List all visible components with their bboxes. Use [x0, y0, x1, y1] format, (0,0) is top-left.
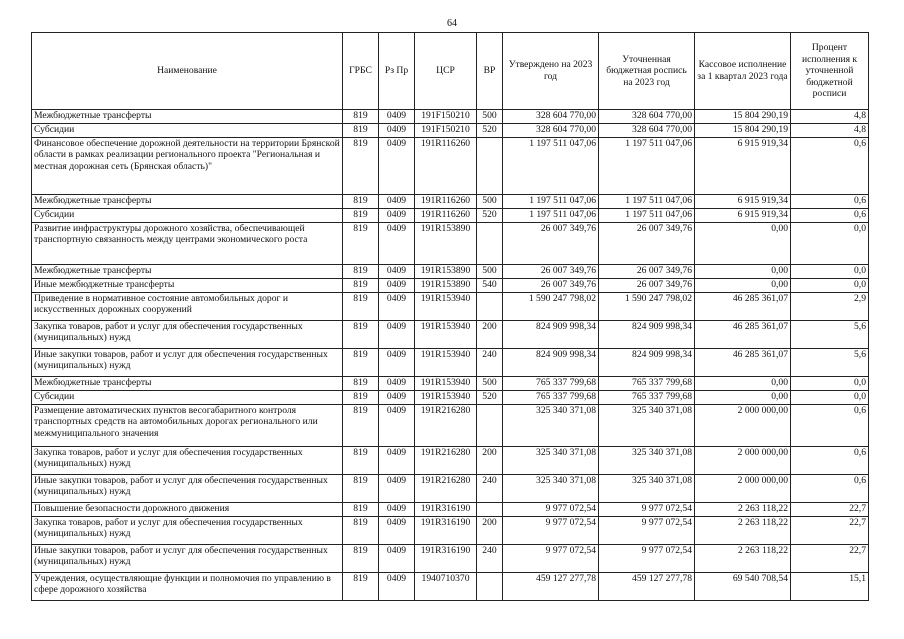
cell-percent: 0,6	[791, 209, 869, 223]
cell-grbs: 819	[343, 124, 379, 138]
cell-csr: 191F150210	[415, 110, 477, 124]
cell-csr: 191R216280	[415, 475, 477, 503]
table-row	[32, 517, 869, 545]
cell-rzpr: 0409	[379, 293, 415, 321]
cell-name: Субсидии	[32, 209, 343, 223]
cell-grbs: 819	[343, 503, 379, 517]
cell-cash: 46 285 361,07	[695, 293, 791, 321]
cell-cash: 6 915 919,34	[695, 209, 791, 223]
cell-percent: 0,6	[791, 405, 869, 447]
cell-name: Приведение в нормативное состояние автомобильных дорог и искусственных дорожных сооружений	[32, 293, 343, 321]
cell-rzpr: 0409	[379, 321, 415, 349]
cell-csr: 191R153940	[415, 349, 477, 377]
cell-approved: 328 604 770,00	[503, 110, 599, 124]
cell-refined: 325 340 371,08	[599, 447, 695, 475]
cell-vr: 240	[477, 349, 503, 377]
cell-approved: 325 340 371,08	[503, 405, 599, 447]
cell-percent: 0,6	[791, 475, 869, 503]
cell-vr: 520	[477, 391, 503, 405]
cell-percent: 0,0	[791, 223, 869, 265]
table-row	[32, 124, 869, 138]
cell-csr: 191R153940	[415, 293, 477, 321]
cell-rzpr: 0409	[379, 405, 415, 447]
table-row	[32, 138, 869, 195]
cell-vr	[477, 573, 503, 601]
cell-csr: 191R316190	[415, 545, 477, 573]
header-refined: Уточненная бюджетная роспись на 2023 год	[599, 33, 695, 110]
table-header	[32, 33, 869, 110]
cell-vr: 520	[477, 124, 503, 138]
cell-approved: 765 337 799,68	[503, 391, 599, 405]
cell-percent: 22,7	[791, 545, 869, 573]
table-row	[32, 391, 869, 405]
cell-approved: 26 007 349,76	[503, 279, 599, 293]
cell-csr: 191R216280	[415, 447, 477, 475]
cell-grbs: 819	[343, 573, 379, 601]
cell-refined: 325 340 371,08	[599, 405, 695, 447]
cell-cash: 2 000 000,00	[695, 447, 791, 475]
cell-vr: 200	[477, 517, 503, 545]
table-row	[32, 475, 869, 503]
header-csr: ЦСР	[415, 33, 477, 110]
cell-name: Субсидии	[32, 391, 343, 405]
cell-refined: 459 127 277,78	[599, 573, 695, 601]
cell-grbs: 819	[343, 475, 379, 503]
cell-cash: 46 285 361,07	[695, 321, 791, 349]
cell-vr: 500	[477, 110, 503, 124]
table-row	[32, 279, 869, 293]
cell-name: Закупка товаров, работ и услуг для обеспечения государственных (муниципальных) нужд	[32, 321, 343, 349]
cell-percent: 0,6	[791, 138, 869, 195]
cell-approved: 325 340 371,08	[503, 475, 599, 503]
cell-approved: 1 197 511 047,06	[503, 209, 599, 223]
cell-approved: 1 197 511 047,06	[503, 138, 599, 195]
cell-vr: 500	[477, 377, 503, 391]
cell-percent: 0,0	[791, 377, 869, 391]
header-percent: Процент исполнения к уточненной бюджетной росписи	[791, 33, 869, 110]
cell-csr: 191F150210	[415, 124, 477, 138]
cell-refined: 824 909 998,34	[599, 349, 695, 377]
cell-vr: 240	[477, 475, 503, 503]
cell-name: Иные закупки товаров, работ и услуг для обеспечения государственных (муниципальных) нужд	[32, 545, 343, 573]
cell-name: Закупка товаров, работ и услуг для обеспечения государственных (муниципальных) нужд	[32, 517, 343, 545]
cell-percent: 22,7	[791, 517, 869, 545]
table-row	[32, 573, 869, 601]
cell-cash: 0,00	[695, 223, 791, 265]
cell-csr: 191R153940	[415, 391, 477, 405]
cell-approved: 1 590 247 798,02	[503, 293, 599, 321]
cell-csr: 1940710370	[415, 573, 477, 601]
cell-cash: 6 915 919,34	[695, 195, 791, 209]
cell-grbs: 819	[343, 195, 379, 209]
cell-refined: 1 197 511 047,06	[599, 209, 695, 223]
cell-cash: 15 804 290,19	[695, 110, 791, 124]
cell-vr	[477, 405, 503, 447]
cell-grbs: 819	[343, 265, 379, 279]
cell-name: Иные закупки товаров, работ и услуг для обеспечения государственных (муниципальных) нужд	[32, 475, 343, 503]
cell-approved: 824 909 998,34	[503, 349, 599, 377]
cell-percent: 22,7	[791, 503, 869, 517]
cell-grbs: 819	[343, 517, 379, 545]
cell-cash: 2 263 118,22	[695, 517, 791, 545]
cell-name: Иные межбюджетные трансферты	[32, 279, 343, 293]
cell-approved: 9 977 072,54	[503, 503, 599, 517]
cell-vr: 200	[477, 447, 503, 475]
cell-grbs: 819	[343, 293, 379, 321]
cell-vr	[477, 503, 503, 517]
cell-approved: 26 007 349,76	[503, 265, 599, 279]
cell-percent: 0,6	[791, 447, 869, 475]
cell-rzpr: 0409	[379, 545, 415, 573]
cell-rzpr: 0409	[379, 124, 415, 138]
cell-name: Развитие инфраструктуры дорожного хозяйства, обеспечивающей транспортную связанность между центрами экономического роста	[32, 223, 343, 265]
cell-refined: 1 197 511 047,06	[599, 195, 695, 209]
cell-csr: 191R153890	[415, 265, 477, 279]
header-approved: Утверждено на 2023 год	[503, 33, 599, 110]
table-row	[32, 545, 869, 573]
cell-csr: 191R316190	[415, 517, 477, 545]
cell-vr: 200	[477, 321, 503, 349]
cell-rzpr: 0409	[379, 517, 415, 545]
cell-rzpr: 0409	[379, 447, 415, 475]
cell-name: Иные закупки товаров, работ и услуг для обеспечения государственных (муниципальных) нужд	[32, 349, 343, 377]
cell-csr: 191R116260	[415, 209, 477, 223]
table-row	[32, 405, 869, 447]
cell-rzpr: 0409	[379, 391, 415, 405]
cell-refined: 9 977 072,54	[599, 503, 695, 517]
cell-name: Учреждения, осуществляющие функции и полномочия по управлению в сфере дорожного хозяйства	[32, 573, 343, 601]
cell-rzpr: 0409	[379, 279, 415, 293]
cell-grbs: 819	[343, 279, 379, 293]
cell-grbs: 819	[343, 405, 379, 447]
cell-percent: 15,1	[791, 573, 869, 601]
cell-name: Повышение безопасности дорожного движения	[32, 503, 343, 517]
cell-cash: 15 804 290,19	[695, 124, 791, 138]
cell-percent: 5,6	[791, 321, 869, 349]
cell-refined: 1 197 511 047,06	[599, 138, 695, 195]
cell-percent: 4,8	[791, 110, 869, 124]
cell-cash: 2 263 118,22	[695, 503, 791, 517]
cell-cash: 0,00	[695, 265, 791, 279]
cell-percent: 0,6	[791, 195, 869, 209]
header-name: Наименование	[32, 33, 343, 110]
cell-refined: 328 604 770,00	[599, 110, 695, 124]
header-cash: Кассовое исполнение за 1 квартал 2023 года	[695, 33, 791, 110]
table-row	[32, 265, 869, 279]
cell-name: Субсидии	[32, 124, 343, 138]
table-row	[32, 195, 869, 209]
cell-rzpr: 0409	[379, 349, 415, 377]
cell-grbs: 819	[343, 377, 379, 391]
cell-rzpr: 0409	[379, 573, 415, 601]
cell-rzpr: 0409	[379, 265, 415, 279]
cell-grbs: 819	[343, 110, 379, 124]
cell-csr: 191R153940	[415, 377, 477, 391]
cell-approved: 26 007 349,76	[503, 223, 599, 265]
cell-grbs: 819	[343, 321, 379, 349]
cell-approved: 9 977 072,54	[503, 517, 599, 545]
budget-table	[31, 32, 869, 601]
cell-cash: 2 000 000,00	[695, 475, 791, 503]
table-row	[32, 377, 869, 391]
cell-name: Межбюджетные трансферты	[32, 110, 343, 124]
cell-cash: 2 000 000,00	[695, 405, 791, 447]
table-row	[32, 349, 869, 377]
cell-csr: 191R153940	[415, 321, 477, 349]
cell-grbs: 819	[343, 349, 379, 377]
cell-cash: 0,00	[695, 279, 791, 293]
header-rzpr: Рз Пр	[379, 33, 415, 110]
cell-approved: 1 197 511 047,06	[503, 195, 599, 209]
cell-csr: 191R116260	[415, 195, 477, 209]
cell-grbs: 819	[343, 209, 379, 223]
cell-approved: 9 977 072,54	[503, 545, 599, 573]
cell-cash: 69 540 708,54	[695, 573, 791, 601]
cell-approved: 765 337 799,68	[503, 377, 599, 391]
cell-cash: 46 285 361,07	[695, 349, 791, 377]
cell-vr: 540	[477, 279, 503, 293]
cell-vr: 500	[477, 195, 503, 209]
cell-name: Межбюджетные трансферты	[32, 265, 343, 279]
cell-rzpr: 0409	[379, 503, 415, 517]
cell-percent: 0,0	[791, 279, 869, 293]
cell-refined: 26 007 349,76	[599, 223, 695, 265]
cell-vr: 240	[477, 545, 503, 573]
cell-cash: 6 915 919,34	[695, 138, 791, 195]
header-vr: ВР	[477, 33, 503, 110]
cell-approved: 459 127 277,78	[503, 573, 599, 601]
cell-vr: 500	[477, 265, 503, 279]
table-row	[32, 447, 869, 475]
table-body	[32, 110, 869, 601]
cell-vr	[477, 223, 503, 265]
table-row	[32, 293, 869, 321]
cell-rzpr: 0409	[379, 138, 415, 195]
cell-approved: 325 340 371,08	[503, 447, 599, 475]
cell-grbs: 819	[343, 391, 379, 405]
cell-percent: 5,6	[791, 349, 869, 377]
cell-approved: 328 604 770,00	[503, 124, 599, 138]
cell-percent: 0,0	[791, 391, 869, 405]
cell-name: Размещение автоматических пунктов весогабаритного контроля транспортных средств на автомобильных дорогах регионального или межмуниципального значения	[32, 405, 343, 447]
cell-rzpr: 0409	[379, 110, 415, 124]
cell-grbs: 819	[343, 447, 379, 475]
cell-name: Закупка товаров, работ и услуг для обеспечения государственных (муниципальных) нужд	[32, 447, 343, 475]
cell-refined: 325 340 371,08	[599, 475, 695, 503]
cell-percent: 4,8	[791, 124, 869, 138]
cell-grbs: 819	[343, 138, 379, 195]
cell-rzpr: 0409	[379, 377, 415, 391]
table-row	[32, 503, 869, 517]
cell-refined: 26 007 349,76	[599, 265, 695, 279]
cell-rzpr: 0409	[379, 209, 415, 223]
cell-refined: 765 337 799,68	[599, 377, 695, 391]
table-row	[32, 223, 869, 265]
cell-rzpr: 0409	[379, 195, 415, 209]
cell-name: Межбюджетные трансферты	[32, 377, 343, 391]
cell-vr: 520	[477, 209, 503, 223]
table-row	[32, 110, 869, 124]
cell-csr: 191R316190	[415, 503, 477, 517]
cell-csr: 191R116260	[415, 138, 477, 195]
cell-csr: 191R153890	[415, 279, 477, 293]
cell-grbs: 819	[343, 223, 379, 265]
cell-csr: 191R153890	[415, 223, 477, 265]
cell-refined: 9 977 072,54	[599, 517, 695, 545]
page-number: 64	[447, 18, 457, 29]
cell-vr	[477, 293, 503, 321]
cell-approved: 824 909 998,34	[503, 321, 599, 349]
cell-cash: 2 263 118,22	[695, 545, 791, 573]
cell-grbs: 819	[343, 545, 379, 573]
cell-cash: 0,00	[695, 377, 791, 391]
cell-percent: 2,9	[791, 293, 869, 321]
cell-vr	[477, 138, 503, 195]
table-row	[32, 321, 869, 349]
table-row	[32, 209, 869, 223]
header-grbs: ГРБС	[343, 33, 379, 110]
cell-name: Финансовое обеспечение дорожной деятельности на территории Брянской области в рамках реализации регионального проекта "Региональная и местная дорожная сеть (Брянская область)"	[32, 138, 343, 195]
cell-cash: 0,00	[695, 391, 791, 405]
cell-percent: 0,0	[791, 265, 869, 279]
cell-refined: 26 007 349,76	[599, 279, 695, 293]
cell-csr: 191R216280	[415, 405, 477, 447]
cell-rzpr: 0409	[379, 475, 415, 503]
cell-name: Межбюджетные трансферты	[32, 195, 343, 209]
cell-refined: 1 590 247 798,02	[599, 293, 695, 321]
cell-rzpr: 0409	[379, 223, 415, 265]
cell-refined: 765 337 799,68	[599, 391, 695, 405]
cell-refined: 9 977 072,54	[599, 545, 695, 573]
cell-refined: 328 604 770,00	[599, 124, 695, 138]
cell-refined: 824 909 998,34	[599, 321, 695, 349]
